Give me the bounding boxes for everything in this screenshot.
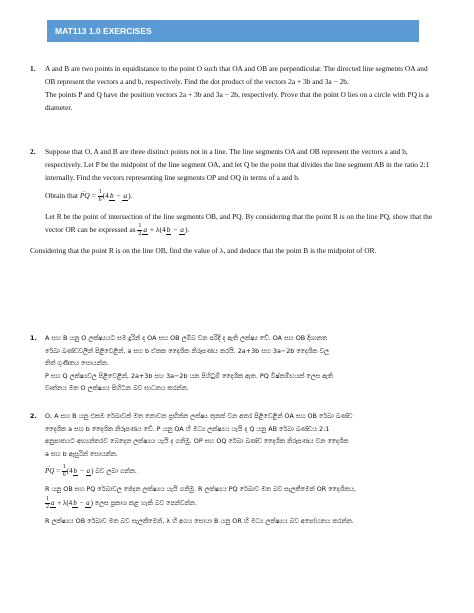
sinhala-text-line: රේඛා ඛණ්ඩවලින් පිළිවෙළින්, a සහ b ඒකක දෛශික නිරූපණය කරයි. 2a+3b සහ 3a−2b දෛශික වල [45,346,329,355]
sinhala-question-2 [30,410,435,527]
or-formula: $\frac{1}{2}$ a + λ(4b − a) [46,495,95,510]
question-number: 1. [30,64,36,73]
sinhala-text-line: අනුපාතයට අභ්‍යන්තරව බෙදෙන ලක්ෂ්‍යය යැයි ද ගනිමු. OP සහ OQ රේඛා ඛණ්ඩ දෛශික නිරූපණය වන දෛශික [45,437,349,445]
sinhala-question-1 [30,332,435,395]
sinhala-text-line: O, A සහ B යනු එකම රේඛාවක් මත නොවන ප්‍රභින්න ලක්ෂ්‍ය තුනක් වන අතර පිළිවෙළින් OA සහ OB රේඛා ඛණ්ඩ [45,412,353,420]
obtain-line [45,189,435,204]
sinhala-text-line: ලෙස ප්‍රකාශ කළ හැකි බව පෙන්වන්න. [94,498,198,507]
page-title: MAT113 1.0 EXERCISES [55,26,152,36]
page-header-banner [47,20,419,42]
sinhala-text-line: a සහ b ඇසුරින් සොයන්න. [45,449,118,458]
sinhala-text-line: බව ලබා ගන්න. [95,467,137,476]
question-number: 2. [30,147,36,156]
sinhala-text-line: OR දෛශිකය, [316,485,357,493]
sinhala-text-line: R යනු OB සහ PQ රේඛාවල ඡේදන ලක්ෂ්‍යය යැයි ගනිමු. R ලක්ෂ්‍යය PQ රේඛාව මත බව සැලකීමෙන් [45,485,315,493]
question-1-part-2: The points P and Q have the position vectors 2a + 3b and 3a − 2b, respectively. Prove that the point O lies on a circle with PQ is a diameter. [45,90,429,112]
question-2-text: Suppose that O, A and B are three distinct points not in a line. The line segments OA and OB represent the vectors a and b, respectively. Let P be the midpoint of the line segment OA, and let Q be the point that divides the line segment AB in the ratio 2:1 internally. Find the vectors representing line segments OP and OQ in terms of a and b. [45,147,430,182]
sinhala-text-line: P සහ Q ලක්ෂ්‍යවල පිළිවෙළින්, 2a+3b සහ 3a−2b යන පිහිටුම් දෛශික ඇත. PQ විෂ්කම්භයක් ලෙස ඇති [45,371,333,380]
sinhala-pq-line [45,464,435,479]
question-1 [30,62,435,114]
question-1-text: A and B are two points in equidistance to the point O such that OA and OB are perpendicular. The directed line segments OA and OB represent the vectors a and b, respectively. Find the dot product of the vectors 2a + 3b and 3a − 2b. [45,64,428,86]
question-2 [30,145,435,257]
sinhala-text-line: වෘත්තය මත O ලක්ෂ්‍යය පිහිටන බව සාධනය කරන්න. [45,384,189,392]
sinhala-text-line: A සහ B යනු O ලක්ෂ්‍යයට සම දුරින් ද OA සහ OB ලම්බ වන පරිදි ද ඇති ලක්ෂ්‍ය වේ. OA සහ OB දිශානත [45,334,328,342]
or-formula: $\frac{1}{2}$ a + λ(4b − a). [138,223,190,237]
sinhala-text-line: දෛශික a සහ b දෛශික නිරූපණය වේ. P යනු OA හි මධ්‍ය ලක්ෂ්‍යය යැයි ද Q යනු AB රේඛා ඛණ්ඩය 2:1 [45,424,330,433]
sinhala-text-line: තිත් ගුණිතය සොයන්න. [45,359,110,367]
question-number: 2. [30,412,37,420]
question-number: 1. [30,334,37,342]
pq-formula: → PQ = $\frac{1}{6}$ (4b − a) [45,467,95,475]
obtain-label: Obtain that [45,191,79,201]
question-2-part-3: Let R be the point of intersection of the line segments OB, and PQ. By considering that the point R is on the line PQ, show that the vector OR can be expressed as [45,212,433,235]
sinhala-text-line: R ලක්ෂ්‍යය OB රේඛාව මත බව සැලකීමෙන්, λ හි අගය සොයා B යනු OR හි මධ්‍ය ලක්ෂ්‍යය බව අපෝහනය කරන්න. [45,516,354,525]
question-2-part-4: Considering that the point R is on the line OB, find the value of λ, and deduce that the point B is the midpoint of OR. [30,246,377,255]
pq-formula: → PQ = $\frac{1}{6}$ (4b − a). [80,191,133,200]
